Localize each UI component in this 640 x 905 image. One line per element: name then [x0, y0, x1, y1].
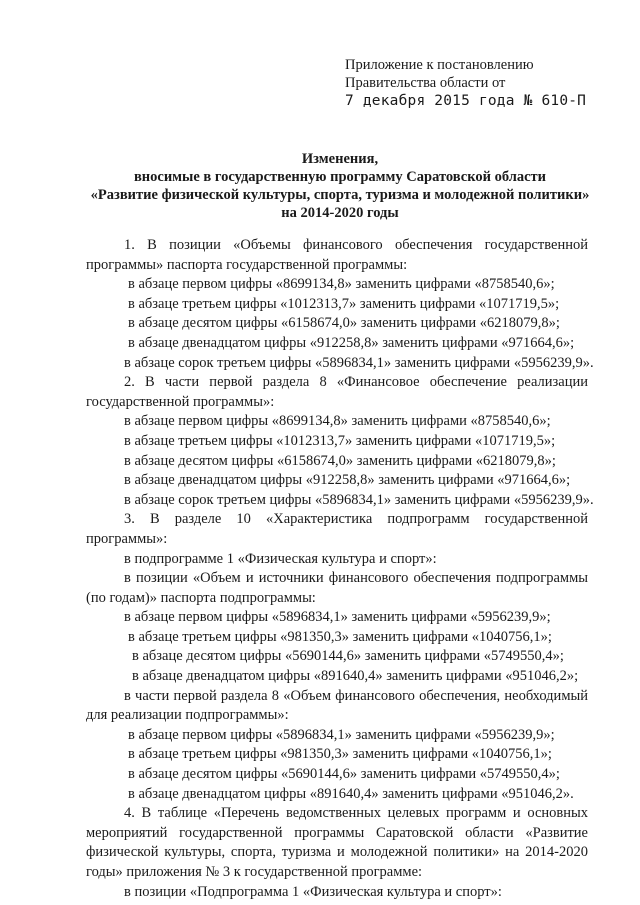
- paragraph-amendment: в абзаце третьем цифры «981350,3» заменить цифрами «1040756,1»;: [128, 746, 552, 763]
- appendix-line-2: Правительства области от: [345, 75, 506, 91]
- paragraph-1: 1. В позиции «Объемы финансового обеспечения государственной программы» паспорта государственной программы:: [86, 237, 588, 273]
- title-line-4: на 2014-2020 годы: [281, 205, 399, 221]
- paragraph-amendment: в абзаце первом цифры «8699134,8» заменить цифрами «8758540,6»;: [124, 413, 551, 430]
- paragraph-amendment: в абзаце двенадцатом цифры «912258,8» заменить цифрами «971664,6»;: [128, 334, 575, 351]
- title-line-1: Изменения,: [301, 151, 379, 167]
- paragraph-2: 2. В части первой раздела 8 «Финансовое обеспечение реализации государственной программы»:: [86, 374, 588, 410]
- paragraph-amendment: в абзаце третьем цифры «1012313,7» заменить цифрами «1071719,5»;: [128, 295, 560, 312]
- paragraph-3: 3. В разделе 10 «Характеристика подпрограмм государственной программы»:: [86, 511, 588, 547]
- paragraph-position: в позиции «Объем и источники финансового обеспечения подпрограммы (по годам)» паспорта подпрограммы:: [86, 570, 588, 606]
- paragraph-4: 4. В таблице «Перечень ведомственных целевых программ и основных мероприятий государственной программы Саратовской области «Развитие физической культуры, спорта, туризма и молодежной политики» на 2014-2020 годы» приложения № 3 к государственной программе:: [86, 805, 588, 880]
- title-line-2: вносимые в государственную программу Саратовской области: [133, 169, 547, 185]
- paragraph-amendment: в абзаце первом цифры «8699134,8» заменить цифрами «8758540,6»;: [128, 276, 555, 293]
- paragraph-amendment: в абзаце двенадцатом цифры «891640,4» заменить цифрами «951046,2»;: [132, 668, 579, 685]
- paragraph-amendment: в абзаце десятом цифры «5690144,6» заменить цифрами «5749550,4»;: [132, 648, 564, 665]
- paragraph-amendment: в абзаце первом цифры «5896834,1» заменить цифрами «5956239,9»;: [128, 726, 555, 743]
- appendix-line-1: Приложение к постановлению: [345, 57, 534, 73]
- paragraph-section-8: в части первой раздела 8 «Объем финансового обеспечения, необходимый для реализации подпрограммы»:: [86, 687, 588, 724]
- paragraph-amendment: в абзаце двенадцатом цифры «912258,8» заменить цифрами «971664,6»;: [124, 472, 571, 489]
- paragraph-amendment: в абзаце третьем цифры «981350,3» заменить цифрами «1040756,1»;: [128, 628, 552, 645]
- paragraph-position: в позиции «Подпрограмма 1 «Физическая культура и спорт»:: [124, 883, 502, 900]
- paragraph-amendment: в абзаце десятом цифры «6158674,0» заменить цифрами «6218079,8»;: [128, 315, 560, 332]
- document-body: [86, 236, 594, 902]
- paragraph-amendment: в абзаце десятом цифры «5690144,6» заменить цифрами «5749550,4»;: [128, 766, 560, 783]
- paragraph-amendment: в абзаце сорок третьем цифры «5896834,1» заменить цифрами «5956239,9».: [124, 354, 594, 371]
- paragraph-amendment: в абзаце сорок третьем цифры «5896834,1» заменить цифрами «5956239,9».: [124, 491, 594, 508]
- title-line-3: «Развитие физической культуры, спорта, туризма и молодежной политики»: [90, 187, 590, 203]
- appendix-decree-reference: 7 декабря 2015 года № 610-П: [345, 93, 587, 109]
- paragraph-amendment: в абзаце двенадцатом цифры «891640,4» заменить цифрами «951046,2».: [128, 785, 574, 802]
- document-title: [60, 150, 620, 222]
- paragraph-amendment: в абзаце третьем цифры «1012313,7» заменить цифрами «1071719,5»;: [124, 432, 556, 449]
- paragraph-amendment: в абзаце первом цифры «5896834,1» заменить цифрами «5956239,9»;: [124, 609, 551, 626]
- appendix-header: [345, 56, 630, 110]
- paragraph-amendment: в абзаце десятом цифры «6158674,0» заменить цифрами «6218079,8»;: [124, 452, 556, 469]
- paragraph-subprogram: в подпрограмме 1 «Физическая культура и спорт»:: [124, 550, 437, 567]
